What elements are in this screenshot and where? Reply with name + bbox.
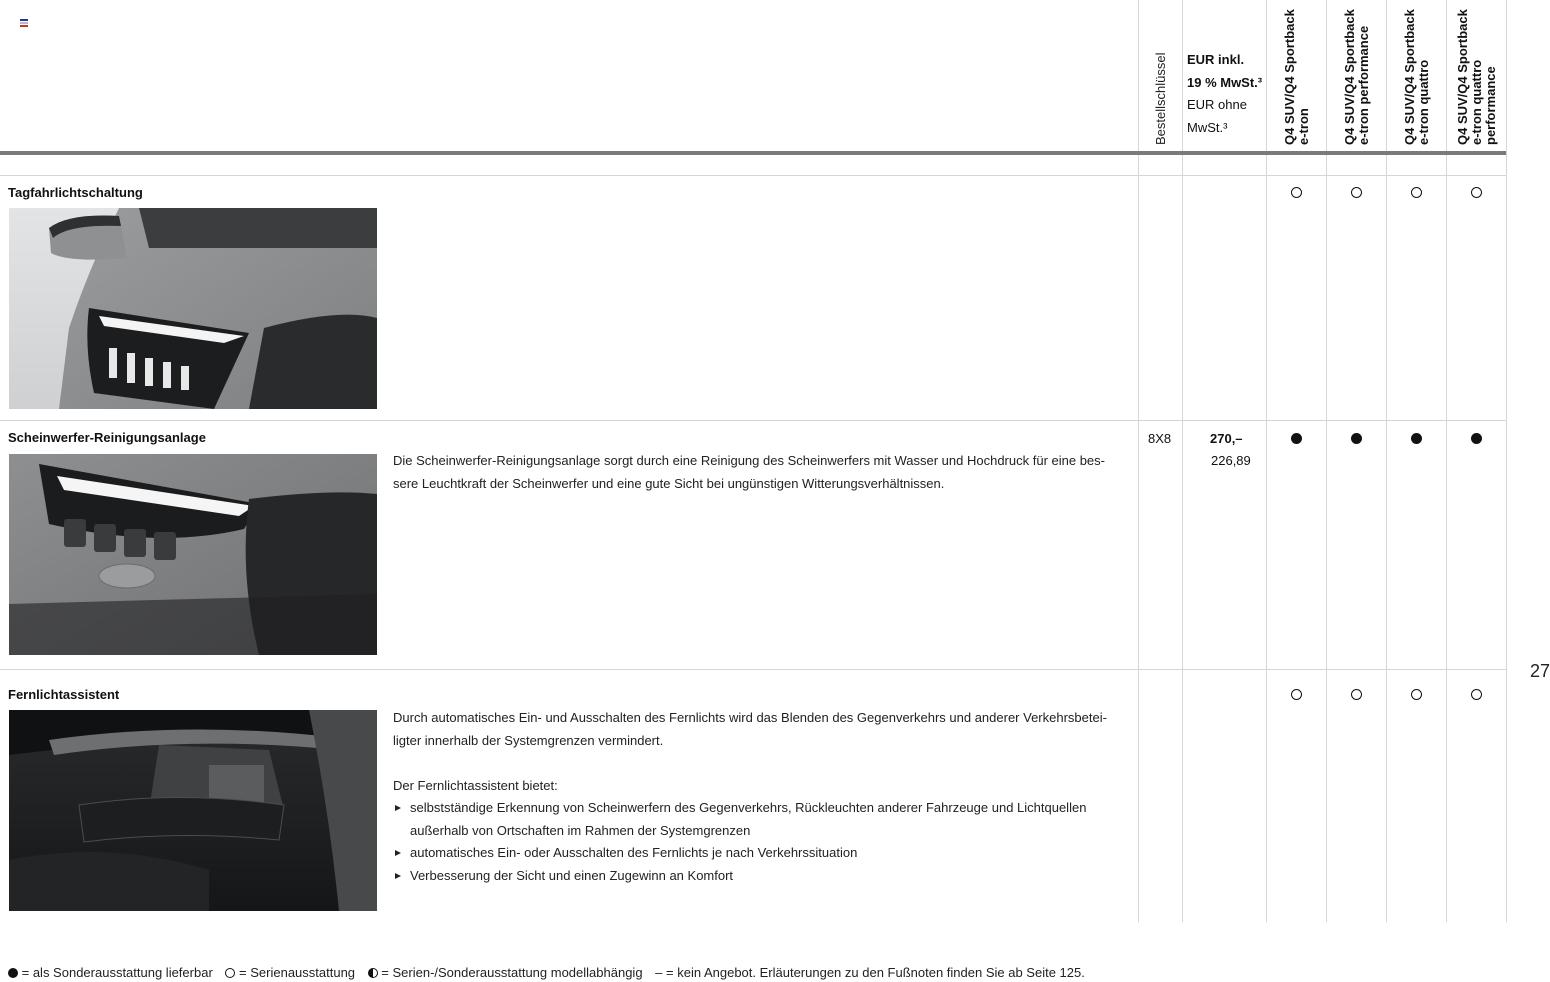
column-divider: [1182, 0, 1183, 922]
description-line: sere Leuchtkraft der Scheinwerfer und eine gute Sicht bei ungünstigen Witterungsverhältnissen.: [393, 475, 945, 491]
price-incl-vat-label: 19 % MwSt.³: [1187, 74, 1263, 90]
availability-sonder-icon: [1351, 433, 1362, 444]
legend-item-kein-angebot: – = kein Angebot. Erläuterungen zu den Fußnoten finden Sie ab Seite 125.: [655, 965, 1085, 980]
feature-bullet: Verbesserung der Sicht und einen Zugewinn an Komfort: [393, 865, 1133, 888]
availability-serie-icon: [1411, 187, 1422, 198]
description-line: Die Scheinwerfer-Reinigungsanlage sorgt durch eine Reinigung des Scheinwerfers mit Wasser und Hochdruck für eine bes-: [393, 453, 1105, 468]
header-rule: [0, 151, 1506, 155]
availability-serie-icon: [1471, 187, 1482, 198]
row-title-headlight-washer: Scheinwerfer-Reinigungsanlage: [8, 430, 206, 445]
price-incl-label: EUR inkl.: [1187, 52, 1245, 67]
column-divider: [1446, 0, 1447, 922]
availability-serie-icon: [1351, 187, 1362, 198]
row-title-daytime-lights: Tagfahrlichtschaltung: [8, 185, 143, 200]
model-header-1: Q4 SUV/Q4 Sportback e-tron: [1282, 9, 1311, 145]
page-number: 27: [1530, 661, 1550, 681]
price-excl-label: EUR ohne: [1187, 97, 1247, 112]
half-circle-icon: [368, 968, 378, 978]
feature-bullet-continuation: außerhalb von Ortschaften im Rahmen der Systemgrenzen: [410, 822, 751, 838]
legend-item-serie: = Serienausstattung: [225, 965, 355, 980]
row-divider: [0, 175, 1506, 176]
availability-sonder-icon: [1291, 433, 1302, 444]
legend-item-sonder: = als Sonderausstattung lieferbar: [8, 965, 213, 980]
headlight-photo: [9, 208, 377, 409]
filled-circle-icon: [8, 968, 18, 978]
availability-sonder-icon: [1411, 433, 1422, 444]
model-header-3: Q4 SUV/Q4 Sportback e-tron quattro: [1402, 9, 1431, 145]
price-header: [1187, 49, 1262, 139]
open-circle-icon: [225, 968, 235, 978]
price-excl-vat: 226,89: [1211, 453, 1251, 468]
rearview-mirror-camera-photo: [9, 710, 377, 911]
row-description-headlight-washer: [393, 450, 1105, 495]
order-key-header: Bestellschlüssel: [1153, 52, 1168, 145]
headlight-washer-photo: [9, 454, 377, 655]
order-code: 8X8: [1148, 431, 1172, 446]
feature-bullet: selbstständige Erkennung von Scheinwerfern des Gegenverkehrs, Rückleuchten anderer Fahrzeuge und Lichtquellen: [393, 797, 1133, 820]
availability-serie-icon: [1291, 689, 1302, 700]
row-description-high-beam-assist: [393, 707, 1133, 887]
description-line: ligter innerhalb der Systemgrenzen vermindert.: [393, 732, 664, 748]
feature-bullet: automatisches Ein- oder Ausschalten des Fernlichts je nach Verkehrssituation: [393, 842, 1133, 865]
row-title-high-beam-assist: Fernlichtassistent: [8, 687, 120, 702]
model-header-2: Q4 SUV/Q4 Sportback e-tron performance: [1342, 9, 1371, 145]
availability-serie-icon: [1411, 689, 1422, 700]
feature-intro: Der Fernlichtassistent bietet:: [393, 777, 558, 793]
row-divider: [0, 420, 1506, 421]
model-header-4: Q4 SUV/Q4 Sportback e-tron quattro performance: [1455, 9, 1498, 145]
availability-serie-icon: [1471, 689, 1482, 700]
legend-item-modellabhaengig: = Serien-/Sonderausstattung modellabhängig: [368, 965, 643, 980]
price-incl-vat: 270,–: [1210, 431, 1243, 446]
column-divider: [1326, 0, 1327, 922]
column-divider: [1386, 0, 1387, 922]
availability-serie-icon: [1291, 187, 1302, 198]
description-line: Durch automatisches Ein- und Ausschalten des Fernlichts wird das Blenden des Gegenverkehrs und anderer Verkehrsbetei-: [393, 710, 1107, 725]
language-flag-icon[interactable]: [20, 19, 28, 26]
column-divider: [1266, 0, 1267, 922]
column-divider: [1138, 0, 1139, 922]
availability-serie-icon: [1351, 689, 1362, 700]
availability-sonder-icon: [1471, 433, 1482, 444]
price-excl-vat-label: MwSt.³: [1187, 119, 1228, 135]
row-divider: [0, 669, 1506, 670]
legend: [8, 965, 1094, 980]
column-divider: [1506, 0, 1507, 922]
